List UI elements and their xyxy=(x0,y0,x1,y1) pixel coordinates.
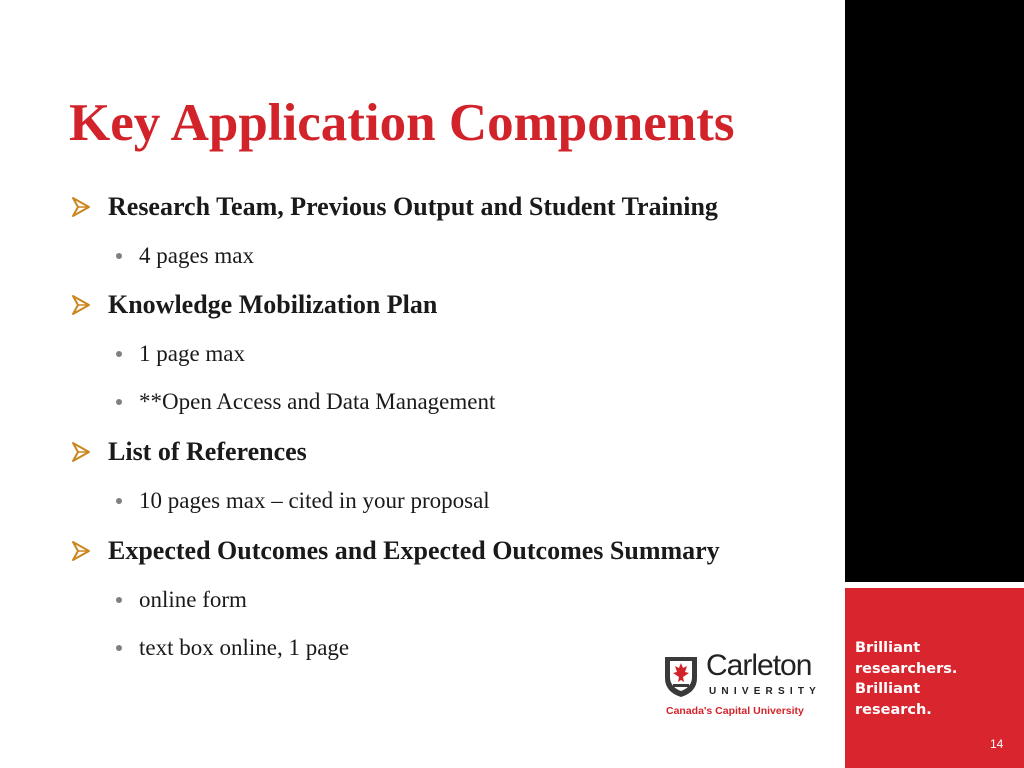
tagline-line: Brilliant xyxy=(855,640,921,656)
logo-tagline: Canada's Capital University xyxy=(666,705,804,717)
slide-title: Key Application Components xyxy=(69,94,735,152)
list-item-label: Expected Outcomes and Expected Outcomes Summary xyxy=(108,536,720,565)
dot-icon xyxy=(116,645,122,651)
sub-list-item xyxy=(116,341,245,367)
sub-list-item-label: **Open Access and Data Management xyxy=(139,389,496,414)
dot-icon xyxy=(116,253,122,259)
carleton-logo xyxy=(664,649,832,720)
brand-tagline xyxy=(855,638,957,720)
logo-name: Carleton xyxy=(706,649,812,682)
list-item-label: Knowledge Mobilization Plan xyxy=(108,290,438,319)
black-side-panel xyxy=(845,0,1024,582)
list-item-label: List of References xyxy=(108,437,307,466)
dot-icon xyxy=(116,351,122,357)
shield-icon xyxy=(664,654,698,698)
sub-list-item xyxy=(116,587,247,613)
tagline-line: research. xyxy=(855,701,932,718)
arrow-bullet-icon xyxy=(70,441,92,463)
sub-list-item xyxy=(116,243,254,269)
sub-list-item xyxy=(116,635,349,661)
dot-icon xyxy=(116,597,122,603)
list-item xyxy=(70,437,307,467)
list-item xyxy=(70,192,718,222)
tagline-line: researchers. xyxy=(855,660,958,677)
sub-list-item-label: 1 page max xyxy=(139,341,246,366)
page-number: 14 xyxy=(990,737,1004,751)
dot-icon xyxy=(116,399,122,405)
sub-list-item-label: 4 pages max xyxy=(139,243,254,268)
list-item xyxy=(70,290,437,320)
list-item xyxy=(70,536,720,566)
sub-list-item-label: 10 pages max – cited in your proposal xyxy=(139,488,490,513)
sub-list-item xyxy=(116,389,495,415)
arrow-bullet-icon xyxy=(70,196,92,218)
sub-list-item-label: online form xyxy=(139,587,247,612)
tagline-line: Brilliant xyxy=(855,681,921,697)
logo-subtitle: UNIVERSITY xyxy=(709,686,822,697)
sub-list-item xyxy=(116,488,490,514)
list-item-label: Research Team, Previous Output and Student Training xyxy=(108,192,718,221)
dot-icon xyxy=(116,498,122,504)
sub-list-item-label: text box online, 1 page xyxy=(139,635,350,660)
arrow-bullet-icon xyxy=(70,294,92,316)
arrow-bullet-icon xyxy=(70,540,92,562)
